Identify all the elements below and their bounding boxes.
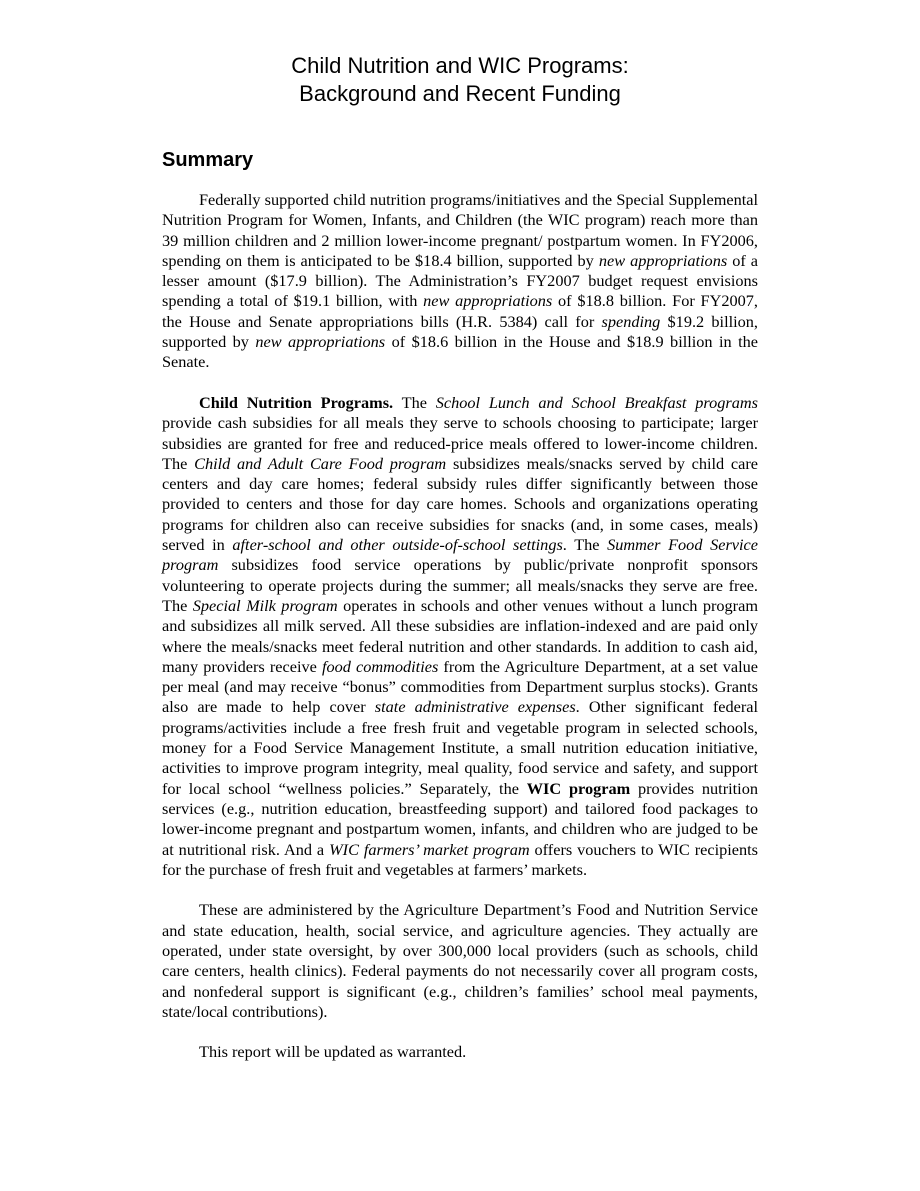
document-page <box>162 52 758 1063</box>
document-title <box>162 52 758 108</box>
italic-text: state administrative expenses <box>374 697 576 717</box>
summary-paragraph-update-note: This report will be updated as warranted. <box>199 1042 467 1062</box>
italic-text: spending <box>601 311 661 331</box>
italic-text: new appropriations <box>255 332 386 352</box>
italic-text: food commodities <box>321 656 439 676</box>
title-line-2: Background and Recent Funding <box>299 81 621 106</box>
summary-heading: Summary <box>162 149 254 171</box>
summary-paragraph-administration: These are administered by the Agriculture Department’s Food and Nutrition Service and state education, health, social service, and agriculture agencies. They actually are operated, under state oversight, by over 300,000 local providers (such as schools, child care centers, health clinics). Federal payments do not necessarily cover all program costs, and nonfederal support is significant (e.g., children’s families’ school meal payments, state/local contributions). <box>162 900 758 1021</box>
italic-text: Special Milk program <box>192 595 338 615</box>
italic-text: after-school and other outside-of-school settings <box>232 535 563 555</box>
bold-text: WIC program <box>526 778 631 798</box>
italic-text: new appropriations <box>598 250 728 270</box>
italic-text: WIC farmers’ market program <box>329 839 530 859</box>
summary-paragraph-child-nutrition: Child Nutrition Programs. The School Lunch and School Breakfast programs provide cash subsidies for all meals they serve to schools choosing to participate; larger subsidies are granted for free and reduced-price meals offered to lower-income children. The Child and Adult Care Food program subsidizes meals/snacks served by child care centers and day care homes; federal subsidy rules differ significantly between those provided to centers and those for day care homes. Schools and organizations operating programs for children also can receive subsidies for snacks (and, in some cases, meals) served in after-school and other outside-of-school settings. The Summer Food Service program subsidizes food service operations by public/private nonprofit sponsors volunteering to operate projects during the summer; all meals/snacks they serve are free. The Special Milk program operates in schools and other venues without a lunch program and subsidizes all milk served. All these subsidies are inflation-indexed and are paid only where the meals/snacks meet federal nutrition and other standards. In addition to cash aid, many providers receive food commodities from the Agriculture Department, at a set value per meal (and may receive “bonus” commodities from Department surplus stocks). Grants also are made to help cover state administrative expenses. Other significant federal programs/activities include a free fresh fruit and vegetable program in selected schools, money for a Food Service Management Institute, a small nutrition education initiative, activities to improve program integrity, meal quality, food service and safety, and support for local school “wellness policies.” Separately, the WIC program provides nutrition services (e.g., nutrition education, breastfeeding support) and tailored food packages to lower-income pregnant and postpartum women, infants, and children who are judged to be at nutritional risk. And a WIC farmers’ market program offers vouchers to WIC recipients for the purchase of fresh fruit and vegetables at farmers’ markets. <box>162 392 759 879</box>
italic-text: Summer Food Service program <box>162 535 758 575</box>
italic-text: School Lunch and School Breakfast programs <box>435 392 758 412</box>
bold-text: Child Nutrition Programs. <box>199 392 394 412</box>
italic-text: Child and Adult Care Food program <box>194 453 447 473</box>
title-line-1: Child Nutrition and WIC Programs: <box>291 53 629 78</box>
italic-text: new appropriations <box>423 291 553 311</box>
summary-paragraph-funding: Federally supported child nutrition programs/initiatives and the Special Supplemental Nutrition Program for Women, Infants, and Children (the WIC program) reach more than 39 million children and 2 million lower-income pregnant/ postpartum women. In FY2006, spending on them is anticipated to be $18.4 billion, supported by new appropriations of a lesser amount ($17.9 billion). The Administration’s FY2007 budget request envisions spending a total of $19.1 billion, with new appropriations of $18.8 billion. For FY2007, the House and Senate appropriations bills (H.R. 5384) call for spending $19.2 billion, supported by new appropriations of $18.6 billion in the House and $18.9 billion in the Senate. <box>162 190 758 372</box>
